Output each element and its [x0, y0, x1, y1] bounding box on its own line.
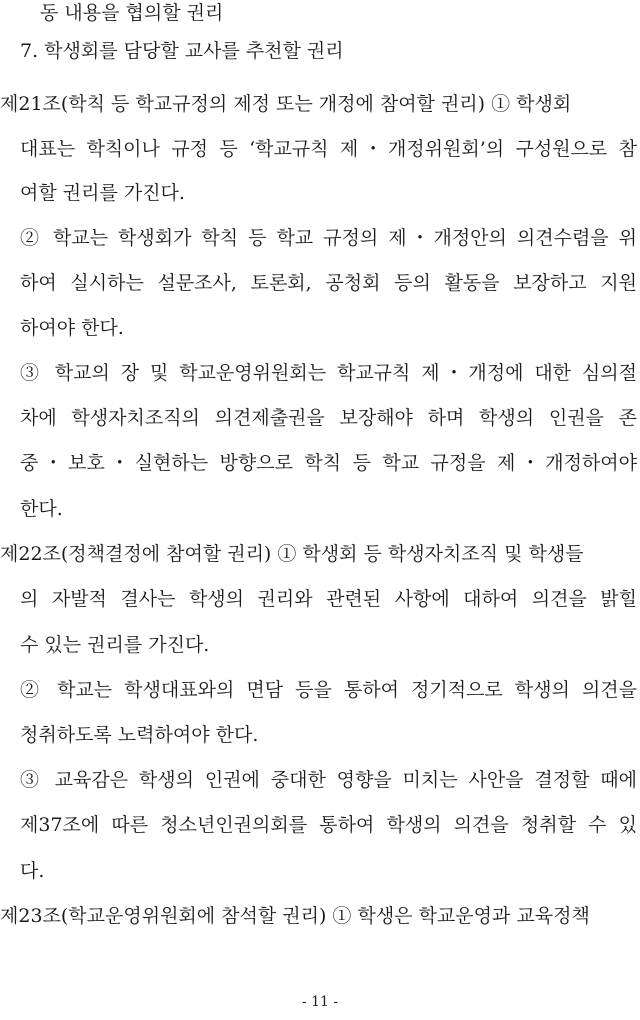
text-line: 여할 권리를 가진다. [20, 182, 185, 204]
text-line: 다. [20, 860, 45, 882]
page-number: - 11 - [301, 994, 339, 1010]
text-line: 동 내용을 협의할 권리 [40, 2, 224, 24]
text-line: 수 있는 권리를 가진다. [20, 634, 210, 656]
article-22-heading: 제22조(정책결정에 참여할 권리) ① 학생회 등 학생자치조직 및 학생들 [0, 543, 584, 565]
text-line: 차에 학생자치조직의 의견제출권을 보장해야 하며 학생의 인권을 존 [20, 407, 637, 429]
clause-3: ③ 학교의 장 및 학교운영위원회는 학교규칙 제・개정에 대한 심의절 [20, 362, 637, 384]
text-line: 제37조에 따른 청소년인권의회를 통하여 학생의 의견을 청취할 수 있 [20, 814, 637, 836]
clause-2: ② 학교는 학생회가 학칙 등 학교 규정의 제・개정안의 의견수렴을 위 [20, 227, 637, 249]
text-line: 대표는 학칙이나 규정 등 ‘학교규칙 제・개정위원회’의 구성원으로 참 [20, 138, 637, 160]
text-line: 중・보호・실현하는 방향으로 학칙 등 학교 규정을 제・개정하여야 [20, 452, 637, 474]
article-21-heading: 제21조(학칙 등 학교규정의 제정 또는 개정에 참여할 권리) ① 학생회 [0, 93, 572, 115]
text-line: 하여야 한다. [20, 317, 124, 339]
text-line: 한다. [20, 498, 63, 520]
clause-3: ③ 교육감은 학생의 인권에 중대한 영향을 미치는 사안을 결정할 때에 [20, 769, 637, 791]
clause-2: ② 학교는 학생대표와의 면담 등을 통하여 정기적으로 학생의 의견을 [20, 679, 637, 701]
text-line: 의 자발적 결사는 학생의 권리와 관련된 사항에 대하여 의견을 밝힐 [20, 588, 637, 610]
text-line: 하여 실시하는 설문조사, 토론회, 공청회 등의 활동을 보장하고 지원 [20, 272, 637, 294]
text-line: 청취하도록 노력하여야 한다. [20, 724, 259, 746]
article-23-heading: 제23조(학교운영위원회에 참석할 권리) ① 학생은 학교운영과 교육정책 [0, 905, 590, 927]
list-item-7: 7. 학생회를 담당할 교사를 추천할 권리 [20, 40, 344, 62]
